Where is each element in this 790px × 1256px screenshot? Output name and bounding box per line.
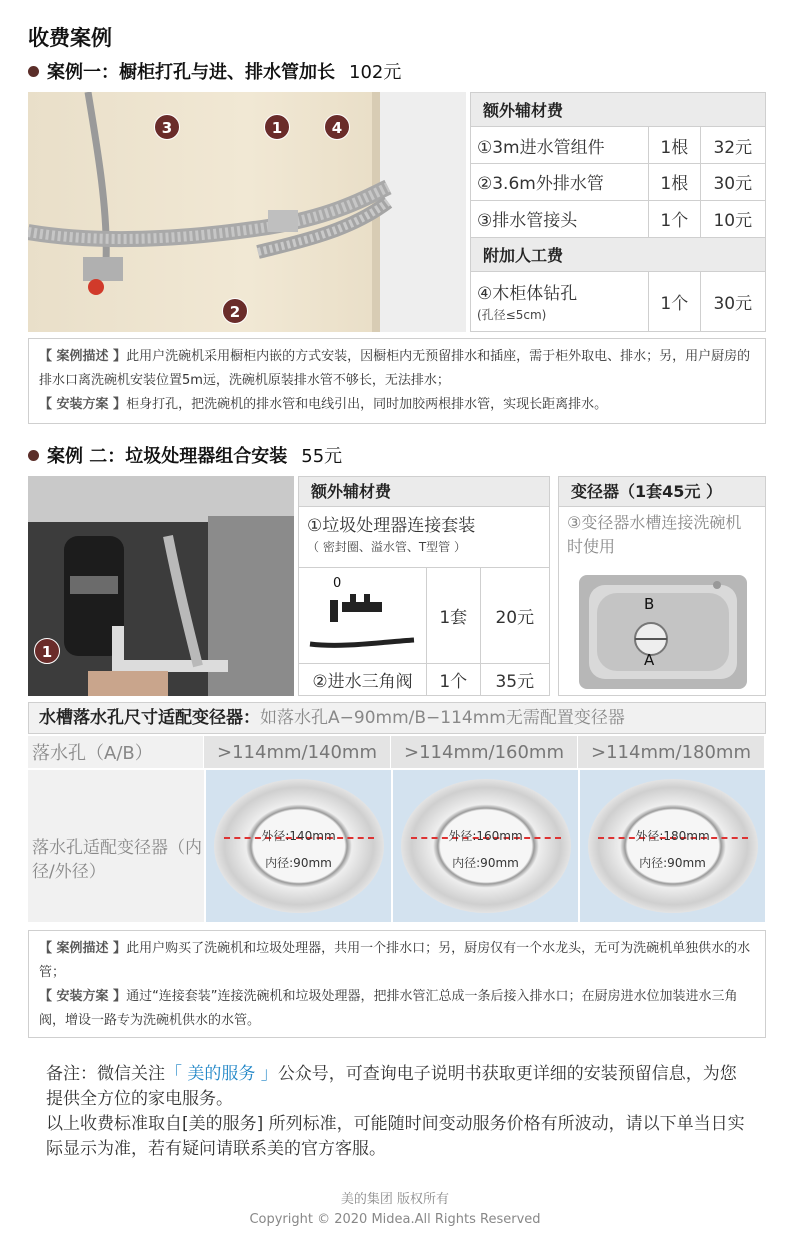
case1-photo <box>28 92 466 332</box>
case1-price: 102元 <box>349 62 402 83</box>
adapter-ring-cell <box>204 770 391 922</box>
marker-1: 1 <box>34 638 60 664</box>
adapter-head-note: 如落水孔A−90mm/B−114mm无需配置变径器 <box>260 708 625 728</box>
case1-cost-table <box>470 92 766 332</box>
item-price: 30元 <box>700 164 765 201</box>
remark-prefix: 备注：微信关注 <box>46 1064 165 1084</box>
adapter-ring-row <box>28 770 766 922</box>
item-qty: 1根 <box>648 164 700 201</box>
adapter-ring-label: 落水孔适配变径器（内径/外径） <box>28 770 204 922</box>
footer-company: 美的集团 版权所有 <box>340 1192 450 1207</box>
kit-qty: 1套 <box>426 568 480 663</box>
case2-description <box>28 930 766 1038</box>
item-price: 10元 <box>700 200 765 237</box>
kit-price: 20元 <box>480 568 549 663</box>
item-name: ②3.6m外排水管 <box>471 164 649 201</box>
drain-size-1: >114mm/140mm <box>204 736 391 768</box>
section-extra-materials: 额外辅材费 <box>471 93 766 127</box>
ring-outer-diameter: 外径:160mm <box>448 829 523 843</box>
valve-price: 35元 <box>480 664 549 695</box>
labor-name: ④木柜体钻孔 <box>477 284 578 305</box>
marker-2: 2 <box>222 298 248 324</box>
plan-text: 通过“连接套装”连接洗碗机和垃圾处理器，把排水管汇总成一条后接入排水口；在厨房进水位加装进水三角阀，增设一路专为洗碗机供水的水管。 <box>39 989 738 1028</box>
marker-1: 1 <box>264 114 290 140</box>
table-row <box>471 164 766 201</box>
case2-price: 55元 <box>301 446 343 467</box>
labor-price: 30元 <box>700 271 765 331</box>
item-name: ③排水管接头 <box>471 200 649 237</box>
case1-description <box>28 338 766 424</box>
ring-inner-diameter: 内径:90mm <box>639 856 706 870</box>
sink-label-a: A <box>644 651 655 669</box>
case2-photo <box>28 476 294 696</box>
table-row <box>471 200 766 237</box>
section-extra-materials: 额外辅材费 <box>299 477 549 507</box>
sink-image <box>577 573 749 691</box>
kit-note: （ 密封圈、溢水管、T型管 ） <box>307 540 466 554</box>
adapter-usage-text: ③变径器水槽连接洗碗机时使用 <box>567 513 742 556</box>
ring-outer-diameter: 外径:140mm <box>261 829 336 843</box>
item-qty: 1个 <box>648 200 700 237</box>
case1-title: 案例一：橱柜打孔与进、排水管加长 <box>47 62 335 83</box>
ring-inner-diameter: 内径:90mm <box>265 856 332 870</box>
desc-text: 此用户购买了洗碗机和垃圾处理器，共用一个排水口；另，厨房仅有一个水龙头，无可为洗碗机单独供水的水管； <box>39 941 751 980</box>
case2-heading <box>28 442 342 468</box>
item-name: ①3m进水管组件 <box>471 127 649 164</box>
valve-qty: 1个 <box>426 664 480 695</box>
bullet-dot-icon <box>28 66 39 77</box>
remark-note <box>46 1062 746 1162</box>
case1-heading <box>28 58 401 84</box>
marker-3: 3 <box>154 114 180 140</box>
valve-name: ②进水三角阀 <box>312 672 413 692</box>
plan-tag: 【 安装方案 】 <box>39 989 127 1004</box>
valve-row <box>299 663 549 695</box>
adapter-section-head: 变径器（1套45元 ） <box>559 477 765 507</box>
page-title: 收费案例 <box>28 26 112 50</box>
ring-inner-diameter: 内径:90mm <box>452 856 519 870</box>
kit-row <box>299 567 549 663</box>
adapter-table-head <box>28 702 766 734</box>
item-price: 32元 <box>700 127 765 164</box>
remark-line2: 以上收费标准取自[美的服务] 所列标准，可能随时间变动服务价格有所波动，请以下单当日实际显示为准，若有疑问请联系美的官方客服。 <box>46 1114 745 1159</box>
case2-title: 案例 二：垃圾处理器组合安装 <box>47 446 288 467</box>
ring-outer-diameter: 外径:180mm <box>635 829 710 843</box>
desc-tag: 【 案例描述 】 <box>39 941 127 956</box>
wechat-service-link[interactable]: 「 美的服务 」 <box>165 1064 278 1084</box>
footer-copyright: Copyright © 2020 Midea.All Rights Reserved <box>249 1212 541 1227</box>
bullet-dot-icon <box>28 450 39 461</box>
reducer-ring-icon <box>588 779 758 913</box>
kit-part-label: 0 <box>333 576 342 591</box>
case2-materials-panel <box>298 476 550 696</box>
drain-size-3: >114mm/180mm <box>578 736 765 768</box>
cabinet-pipes-illustration <box>28 92 466 332</box>
reducer-ring-icon <box>401 779 571 913</box>
kit-parts-image <box>299 568 426 663</box>
reducer-ring-icon <box>214 779 384 913</box>
drain-hole-label: 落水孔（A/B） <box>28 736 204 768</box>
marker-4: 4 <box>324 114 350 140</box>
case2-adapter-panel <box>558 476 766 696</box>
labor-note: (孔径≤5cm) <box>477 308 547 323</box>
kit-name: ①垃圾处理器连接套装 <box>307 516 476 536</box>
sink-label-b: B <box>644 595 655 613</box>
plan-tag: 【 安装方案 】 <box>39 397 127 412</box>
adapter-size-row <box>28 736 766 768</box>
adapter-head-title: 水槽落水孔尺寸适配变径器： <box>39 708 260 728</box>
sink-illustration <box>577 573 749 691</box>
adapter-ring-cell <box>391 770 578 922</box>
drain-size-2: >114mm/160mm <box>391 736 578 768</box>
table-row <box>471 271 766 331</box>
remark-suffix: 公众号，可查询电子说明书获取更详细的安装预留信息，为您提供全方位的家电服务。 <box>46 1064 737 1109</box>
labor-qty: 1个 <box>648 271 700 331</box>
plan-text: 柜身打孔，把洗碗机的排水管和电线引出，同时加胶两根排水管，实现长距离排水。 <box>126 397 608 412</box>
table-row <box>471 127 766 164</box>
garbage-disposer-illustration <box>28 476 294 696</box>
desc-tag: 【 案例描述 】 <box>39 349 127 364</box>
adapter-ring-cell <box>578 770 765 922</box>
connector-kit-icon <box>302 576 422 656</box>
desc-text: 此用户洗碗机采用橱柜内嵌的方式安装，因橱柜内无预留排水和插座，需于柜外取电、排水；另，用户厨房的排水口离洗碗机安装位置5m远，洗碗机原装排水管不够长，无法排水； <box>39 349 751 388</box>
section-labor: 附加人工费 <box>471 237 766 271</box>
item-qty: 1根 <box>648 127 700 164</box>
